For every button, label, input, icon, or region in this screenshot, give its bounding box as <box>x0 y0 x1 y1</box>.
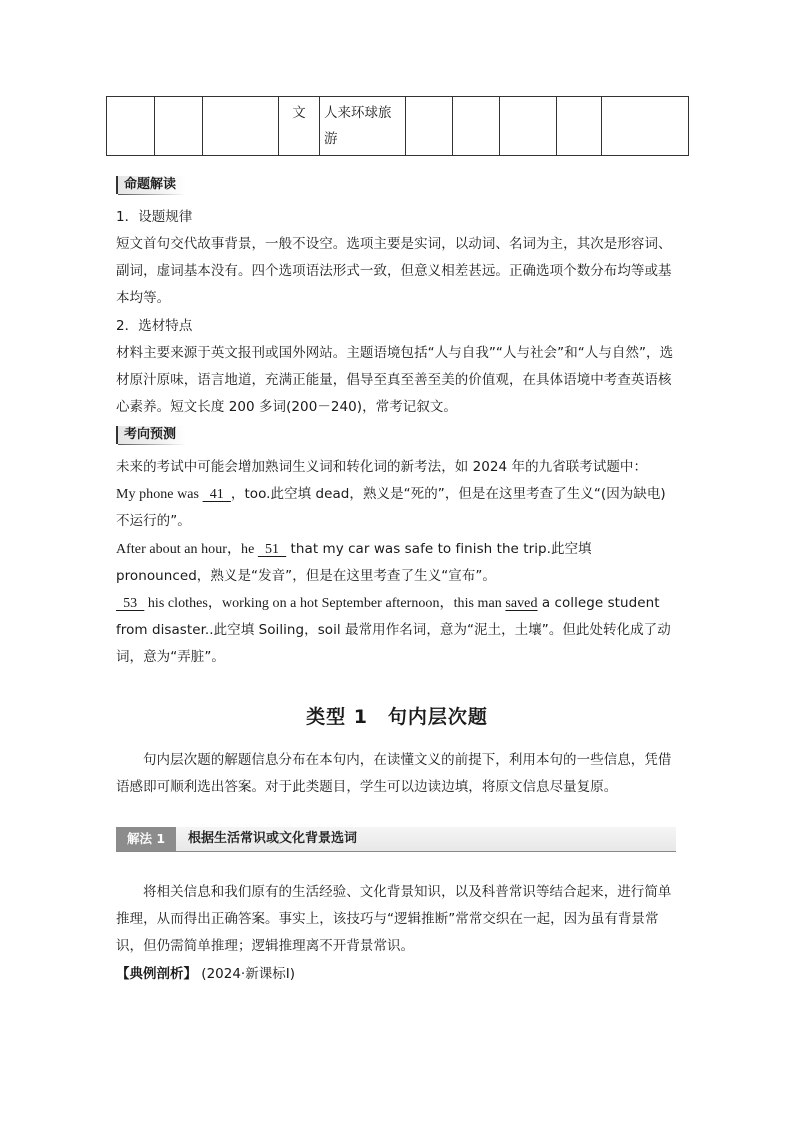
example-source: (2024·新课标Ⅰ) <box>201 966 295 982</box>
example-label: 【典例剖析】 <box>116 966 197 982</box>
method-header <box>116 827 676 852</box>
example-explanation: ，too.此空填 dead，熟义是“死的”，但是在这里考查了生义“(因为缺电)不运行的”。 <box>116 486 666 530</box>
section-tag-prediction: 考向预测 <box>116 426 186 444</box>
paragraph-pattern: 短文首句交代故事背景，一般不设空。选项主要是实词，以动词、名词为主，其次是形容词、副词，虚词基本没有。四个选项语法形式一致，但意义相差甚远。正确选项个数分布均等或基本均等。 <box>116 236 672 307</box>
table-cell: 文 <box>279 97 320 156</box>
table-cell <box>155 97 203 156</box>
paragraph-material: 材料主要来源于英文报刊或国外网站。主题语境包括“人与自我”“人与社会”和“人与自然”，选材原汁原味，语言地道，充满正能量，倡导至真至善至美的价值观，在具体语境中考查英语核心素养。短文长度 200 多词(200－240)，常考记叙文。 <box>116 345 674 416</box>
method-description: 将相关信息和我们原有的生活经验、文化背景知识，以及科普常识等结合起来，进行简单推理，从而得出正确答案。事实上，该技巧与“逻辑推断”常常交织在一起，因为虽有背景常识，但仍需简单推理；逻辑推理离不开背景常识。 <box>116 884 672 955</box>
table-cell <box>453 97 500 156</box>
underlined-word: saved <box>505 596 538 611</box>
table-cell <box>406 97 453 156</box>
example-sentence-53 <box>116 590 678 672</box>
type-heading: 类型 1 句内层次题 <box>306 706 488 728</box>
blank-53: 53 <box>116 596 145 611</box>
example-text: After about an hour，he <box>116 542 258 557</box>
method-title: 根据生活常识或文化背景选词 <box>188 831 358 846</box>
section-tag-interpretation: 命题解读 <box>116 176 186 194</box>
example-sentence-41 <box>116 481 678 535</box>
subheading-pattern: 1．设题规律 <box>116 209 193 225</box>
blank-41: 41 <box>202 487 231 502</box>
type-description: 句内层次题的解题信息分布在本句内，在读懂文义的前提下，利用本句的一些信息，凭借语感即可顺利选出答案。对于此类题目，学生可以边读边填，将原文信息尽量复原。 <box>116 752 672 796</box>
example-explanation: that my car was safe to finish the trip.此空填 pronounced，熟义是“发音”，但是在这里考查了生义“宣布”。 <box>116 541 592 585</box>
example-explanation: a college student from disaster..此空填 Soiling，soil 最常用作名词，意为“泥土，土壤”。但此处转化成了动词，意为“弄脏”。 <box>116 595 671 666</box>
table-cell <box>107 97 155 156</box>
blank-51: 51 <box>257 542 287 557</box>
vocab-table-fragment <box>106 96 689 156</box>
table-cell <box>602 97 689 156</box>
method-label: 解法 1 <box>116 827 176 851</box>
example-sentence-51 <box>116 536 678 590</box>
table-cell <box>203 97 279 156</box>
subheading-material: 2．选材特点 <box>116 318 193 334</box>
table-cell: 人来环球旅游 <box>320 97 406 156</box>
table-row <box>107 97 689 156</box>
example-text: his clothes，working on a hot September afternoon，this man <box>144 596 506 611</box>
prediction-intro: 未来的考试中可能会增加熟词生义词和转化词的新考法，如 2024 年的九省联考试题中： <box>116 459 648 475</box>
example-text: My phone was <box>116 487 203 502</box>
table-cell <box>500 97 557 156</box>
table-cell <box>557 97 602 156</box>
example-analysis-line <box>116 962 295 986</box>
